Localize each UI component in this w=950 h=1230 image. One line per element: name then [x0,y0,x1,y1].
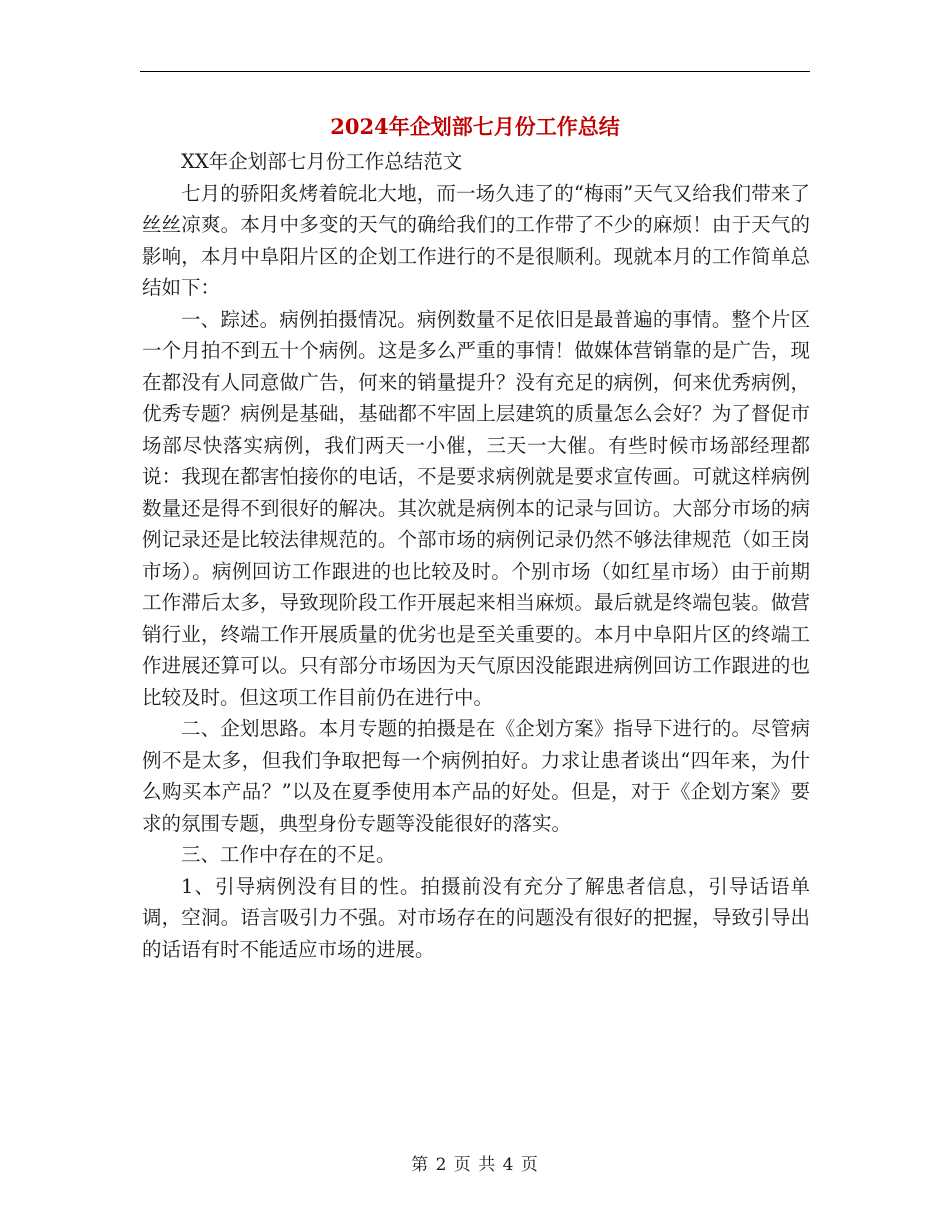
subtitle-paragraph: XX年企划部七月份工作总结范文 [181,150,463,173]
section-shortcomings-heading: 三、工作中存在的不足。 [181,843,396,866]
intro-paragraph: 七月的骄阳炙烤着皖北大地，而一场久违了的“梅雨”天气又给我们带来了丝丝凉爽。本月中多变的天气的确给我们的工作带了不少的麻烦！由于天气的影响，本月中阜阳片区的企划工作进行的不是很顺利。现就本月的工作简单总结如下： [142,181,810,299]
shortcoming-item-1: 1、引导病例没有目的性。拍摄前没有充分了解患者信息，引导话语单调，空洞。语言吸引力不强。对市场存在的问题没有很好的把握，导致引导出的话语有时不能适应市场的进展。 [142,874,810,961]
document-body [142,146,810,965]
section-planning-paragraph: 二、企划思路。本月专题的拍摄是在《企划方案》指导下进行的。尽管病例不是太多，但我们争取把每一个病例拍好。力求让患者谈出“四年来，为什么购买本产品？”以及在夏季使用本产品的好处。但是，对于《企划方案》要求的氛围专题，典型身份专题等没能很好的落实。 [142,717,810,835]
page-number: 第 2 页 共 4 页 [411,1155,539,1175]
header-rule [140,71,810,72]
document-title: 2024年企划部七月份工作总结 [330,114,620,139]
section-overview-paragraph: 一、踪述。病例拍摄情况。病例数量不足依旧是最普遍的事情。整个片区一个月拍不到五十个病例。这是多么严重的事情！做媒体营销靠的是广告，现在都没有人同意做广告，何来的销量提升？没有充足的病例，何来优秀病例，优秀专题？病例是基础，基础都不牢固上层建筑的质量怎么会好？为了督促市场部尽快落实病例，我们两天一小催，三天一大催。有些时候市场部经理都说：我现在都害怕接你的电话，不是要求病例就是要求宣传画。可就这样病例数量还是得不到很好的解决。其次就是病例本的记录与回访。大部分市场的病例记录还是比较法律规范的。个部市场的病例记录仍然不够法律规范（如王岗市场）。病例回访工作跟进的也比较及时。个别市场（如红星市场）由于前期工作滞后太多，导致现阶段工作开展起来相当麻烦。最后就是终端包装。做营销行业，终端工作开展质量的优劣也是至关重要的。本月中阜阳片区的终端工作进展还算可以。只有部分市场因为天气原因没能跟进病例回访工作跟进的也比较及时。但这项工作目前仍在进行中。 [142,307,810,709]
